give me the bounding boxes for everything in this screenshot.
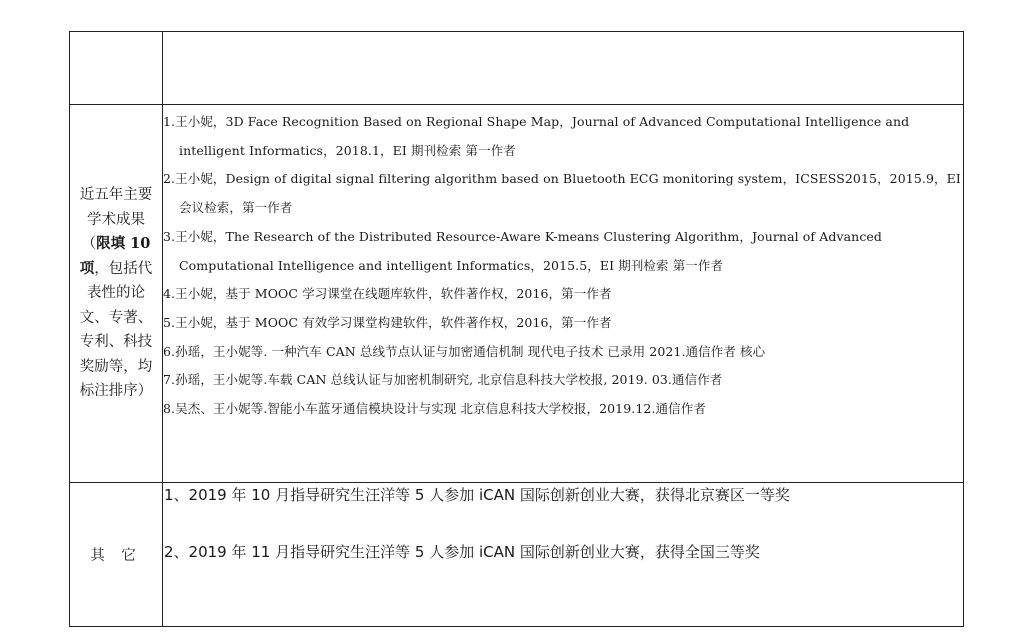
achievement-item-8: 8.吴杰、王小妮等.智能小车蓝牙通信模块设计与实现 北京信息科技大学校报，2019.12.通信作者 [163,401,706,417]
other-row [70,483,964,627]
achievement-item-5: 5.王小妮，基于 MOOC 有效学习课堂构建软件，软件著作权，2016，第一作者 [163,314,612,330]
other-list-cell [163,483,964,627]
empty-content-cell [163,32,964,105]
achievements-label-cell [70,105,163,483]
achievements-row [70,105,964,483]
achievement-item-6: 6.孙瑶，王小妮等. 一种汽车 CAN 总线节点认证与加密通信机制 现代电子技术 已录用 2021.通信作者 核心 [163,343,766,359]
achievement-item-1: 1.王小妮，3D Face Recognition Based on Regional Shape Map，Journal of Advanced Computational Intelligence and intelligent Informatics，2018.1，EI 期刊检索 第一作者 [163,114,910,158]
achievements-label-line: 标注排序） [79,383,153,400]
label-item-bold: 项 [79,259,95,277]
achievements-label-line: 学术成果 [87,211,145,228]
achievements-label-line [72,232,160,257]
empty-row [70,32,964,105]
empty-label-cell [70,32,163,105]
achievement-item-7: 7.孙瑶，王小妮等.车载 CAN 总线认证与加密机制研究, 北京信息科技大学校报, 2019. 03.通信作者 [163,372,723,388]
other-item-2: 2、2019 年 11 月指导研究生汪洋等 5 人参加 iCAN 国际创新创业大赛，获得全国三等奖 [164,543,760,561]
achievement-item-3: 3.王小妮，The Research of the Distributed Resource-Aware K-means Clustering Algorithm，Journal of Advanced Computational Intelligence and intelligent Informatics，2015.5，EI 期刊检索 第一作者 [163,228,883,273]
achievement-item-2: 2.王小妮，Design of digital signal filtering algorithm based on Bluetooth ECG monitoring system，ICSESS2015，2015.9，EI 会议检索，第一作者 [163,171,961,216]
achievements-list-cell [163,105,964,483]
achievements-label-line: 奖励等，均 [79,358,153,375]
other-item-1: 1、2019 年 10 月指导研究生汪洋等 5 人参加 iCAN 国际创新创业大赛，获得北京赛区一等奖 [164,486,790,504]
achievements-label-line: 表性的论 [87,285,145,302]
achievements-label-line: 近五年主要 [79,187,153,204]
achievements-label-line [72,257,160,282]
achievements-form-table [69,31,964,627]
other-label-cell: 其 它 [70,483,163,627]
label-limit-bold: 限填 10 [96,235,151,253]
achievements-label-line: 专利、科技 [79,334,153,351]
achievements-label-line: 文、专著、 [79,309,153,326]
label-item-rest: ，包括代 [94,260,153,277]
label-paren: （ [81,236,97,253]
achievement-item-4: 4.王小妮，基于 MOOC 学习课堂在线题库软件，软件著作权，2016，第一作者 [163,286,612,302]
